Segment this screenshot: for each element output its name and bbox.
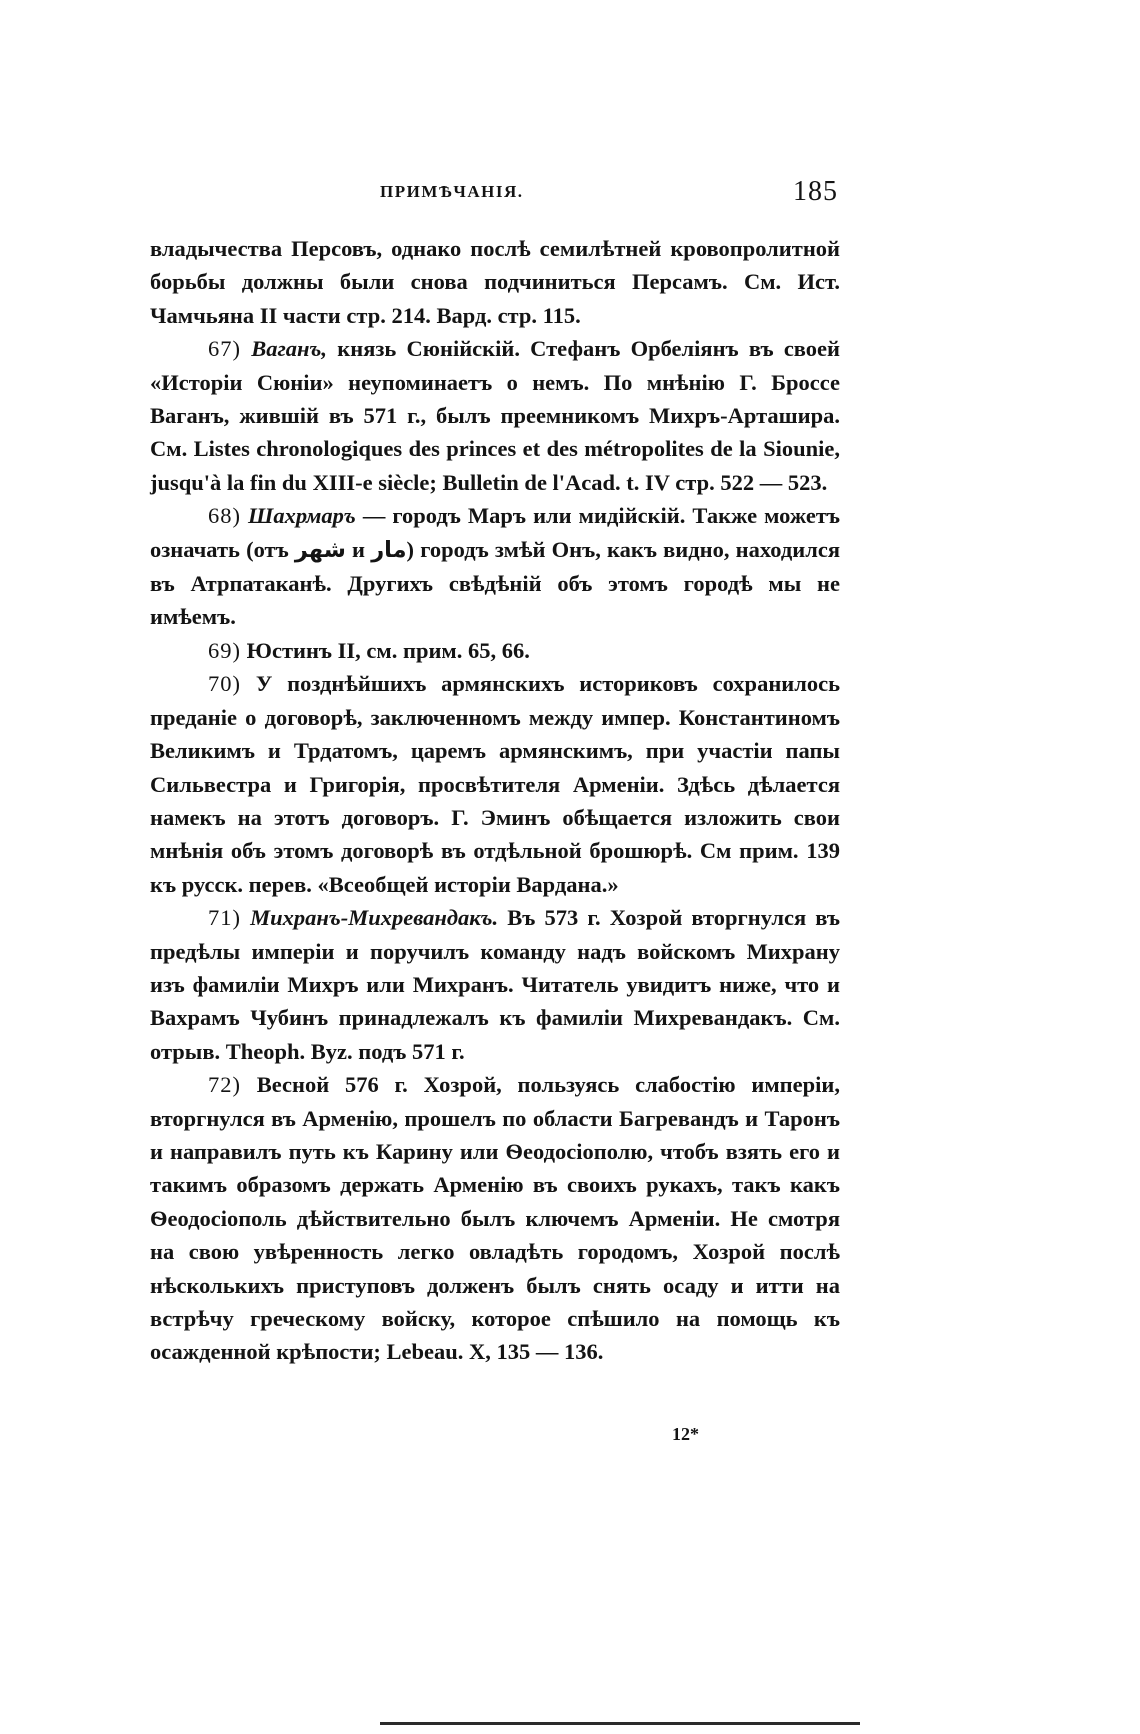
note-number: 69)	[208, 637, 241, 663]
note-number: 67)	[208, 336, 241, 362]
note-text: князь Сюнійскій. Стефанъ Орбеліянъ въ своей «Исторіи Сюніи» неупоминаетъ о немъ. По мнѣнію Г. Броссе Ваганъ, жившій въ 571 г., былъ преемникомъ Михръ-Арташира. См. Listes chronologiques des princes et des métropolites de la Siounie, jusqu'à la fin du XIII-e siècle; Bulletin de l'Acad. t. IV стр. 522 — 523.	[150, 336, 841, 495]
note-text: Въ 573 г. Хозрой вторгнулся въ предѣлы имперіи и поручилъ команду надъ войскомъ Михрану изъ фамиліи Михръ или Михранъ. Читатель увидитъ ниже, что и Вахрамъ Чубинъ принадлежалъ къ фамиліи Михревандакъ. См. отрыв. Theoph. Byz. подъ 571 г.	[150, 905, 841, 1064]
running-title: ПРИМѢЧАНІЯ.	[380, 182, 524, 201]
page-number: 185	[793, 176, 838, 207]
note-69	[150, 634, 840, 667]
continued-paragraph: владычества Персовъ, однако послѣ семилѣтней кровопролитной борьбы должны были снова подчиниться Персамъ. См. Ист. Чамчьяна II части стр. 214. Вард. стр. 115.	[150, 236, 840, 328]
note-71	[150, 901, 840, 1068]
note-68	[150, 499, 840, 634]
note-text: У позднѣйшихъ армянскихъ историковъ сохранилось преданіе о договорѣ, заключенномъ между импер. Константиномъ Великимъ и Трдатомъ, царемъ армянскимъ, при участіи папы Сильвестра и Григорія, просвѣтителя Арменіи. Здѣсь дѣлается намекъ на этотъ договоръ. Г. Эминъ обѣщается изложить свои мнѣнія объ этомъ договорѣ въ отдѣльной брошюрѣ. См прим. 139 къ русск. перев. «Всеобщей исторіи Вардана.»	[150, 671, 840, 897]
note-72	[150, 1068, 840, 1369]
note-term: Шахрмаръ	[248, 503, 356, 529]
note-text: ) городъ змѣй Онъ, какъ видно, находился въ Атрпатаканѣ. Другихъ свѣдѣній объ этомъ городѣ мы не имѣемъ.	[150, 536, 840, 630]
notes-body	[150, 232, 840, 1369]
note-text: Весной 576 г. Хозрой, пользуясь слабостію имперіи, вторгнулся въ Арменію, прошелъ по области Багревандъ и Таронъ и направилъ путь къ Карину или Ѳеодосіополю, чтобъ взять его и такимъ образомъ держать Арменію въ своихъ рукахъ, такъ какъ Ѳеодосіополь дѣйствительно былъ ключемъ Арменіи. Не смотря на свою увѣренность легко овладѣть городомъ, Хозрой послѣ нѣсколькихъ приступовъ долженъ былъ снять осаду и итти на встрѣчу греческому войску, которое спѣшило на помощь къ осажденной крѣпости; Lebeau. X, 135 — 136.	[150, 1072, 840, 1365]
note-number: 68)	[208, 503, 241, 529]
arabic-word: مار	[371, 536, 407, 563]
note-70	[150, 667, 840, 901]
note-number: 71)	[208, 905, 241, 931]
printer-signature-mark: 12*	[672, 1424, 699, 1444]
note-number: 72)	[208, 1072, 241, 1098]
note-text: Юстинъ II, см. прим. 65, 66.	[241, 637, 530, 663]
running-head	[170, 176, 850, 216]
note-number: 70)	[208, 671, 241, 697]
note-term: Михранъ-Михревандакъ.	[250, 905, 499, 931]
note-text: и	[345, 536, 372, 562]
note-text: — городъ Маръ или мидійскій. Также можетъ означать (отъ	[150, 503, 840, 562]
bottom-edge-rule	[380, 1722, 860, 1725]
note-term: Ваганъ,	[251, 336, 328, 362]
arabic-word: شهر	[294, 536, 346, 563]
note-67	[150, 332, 840, 499]
